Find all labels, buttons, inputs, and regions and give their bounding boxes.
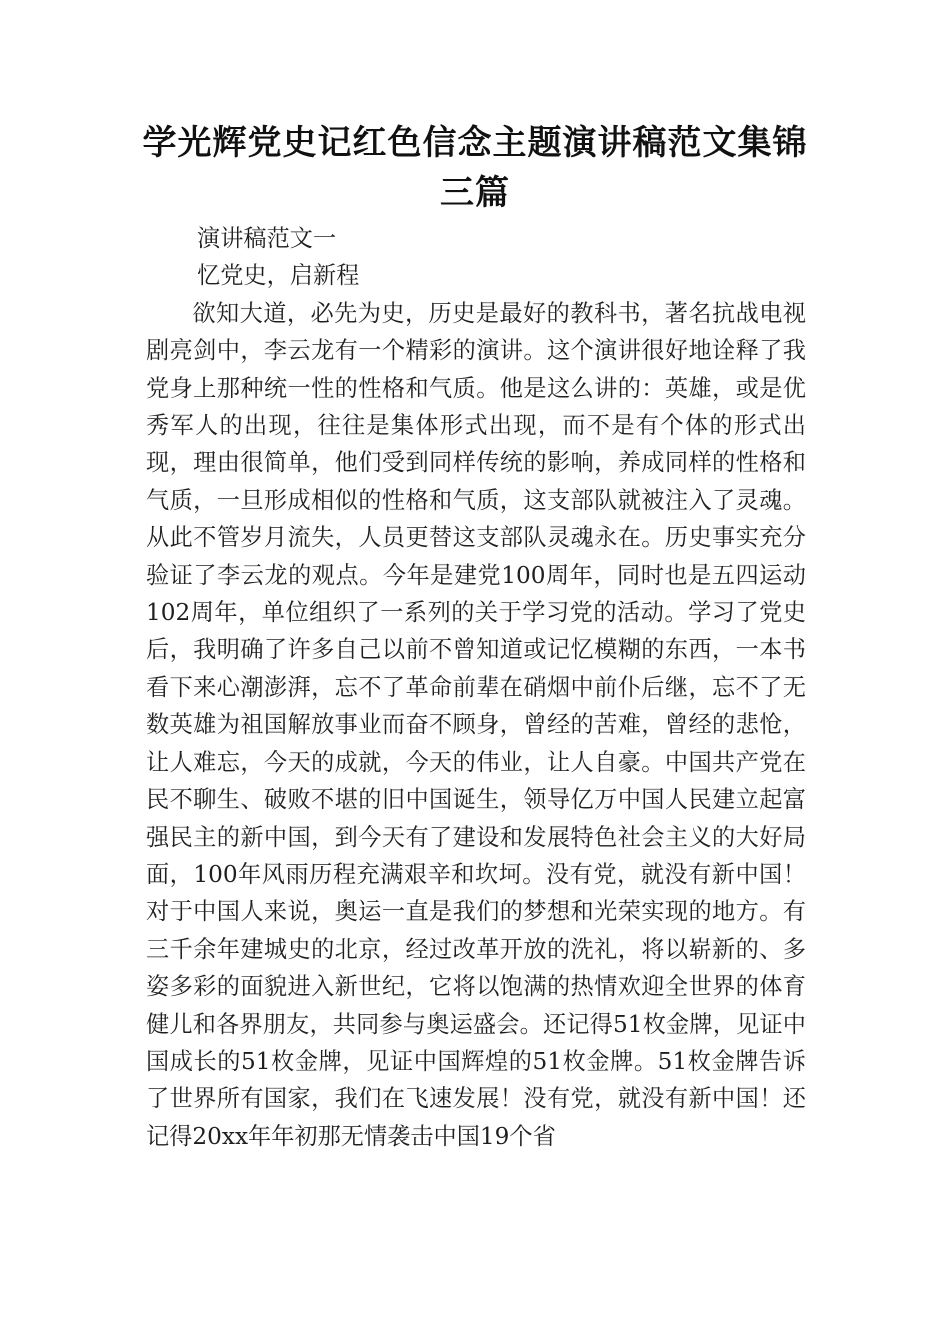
title-line-1: 学光辉党史记红色信念主题演讲稿范文集锦: [142, 123, 808, 163]
speech-title: 忆党史，启新程: [197, 262, 360, 290]
document-body: [146, 220, 806, 1155]
document-title: [120, 118, 830, 218]
title-line-2: 三篇: [440, 173, 510, 213]
body-paragraph: 欲知大道，必先为史，历史是最好的教科书，著名抗战电视剧亮剑中，李云龙有一个精彩的演讲。这个演讲很好地诠释了我党身上那种统一性的性格和气质。他是这么讲的：英雄，或是优秀军人的出现，往往是集体形式出现，而不是有个体的形式出现，理由很简单，他们受到同样传统的影响，养成同样的性格和气质，一旦形成相似的性格和气质，这支部队就被注入了灵魂。从此不管岁月流失，人员更替这支部队灵魂永在。历史事实充分验证了李云龙的观点。今年是建党100周年，同时也是五四运动102周年，单位组织了一系列的关于学习党的活动。学习了党史后，我明确了许多自己以前不曾知道或记忆模糊的东西，一本书看下来心潮澎湃，忘不了革命前辈在硝烟中前仆后继，忘不了无数英雄为祖国解放事业而奋不顾身，曾经的苦难，曾经的悲怆，让人难忘，今天的成就，今天的伟业，让人自豪。中国共产党在民不聊生、破败不堪的旧中国诞生，领导亿万中国人民建立起富强民主的新中国，到今天有了建设和发展特色社会主义的大好局面，100年风雨历程充满艰辛和坎坷。没有党，就没有新中国！对于中国人来说，奥运一直是我们的梦想和光荣实现的地方。有三千余年建城史的北京，经过改革开放的洗礼，将以崭新的、多姿多彩的面貌进入新世纪，它将以饱满的热情欢迎全世界的体育健儿和各界朋友，共同参与奥运盛会。还记得51枚金牌，见证中国成长的51枚金牌，见证中国辉煌的51枚金牌。51枚金牌告诉了世界所有国家，我们在飞速发展！没有党，就没有新中国！还记得20xx年年初那无情袭击中国19个省: [146, 299, 806, 1150]
section-label: 演讲稿范文一: [197, 225, 337, 252]
